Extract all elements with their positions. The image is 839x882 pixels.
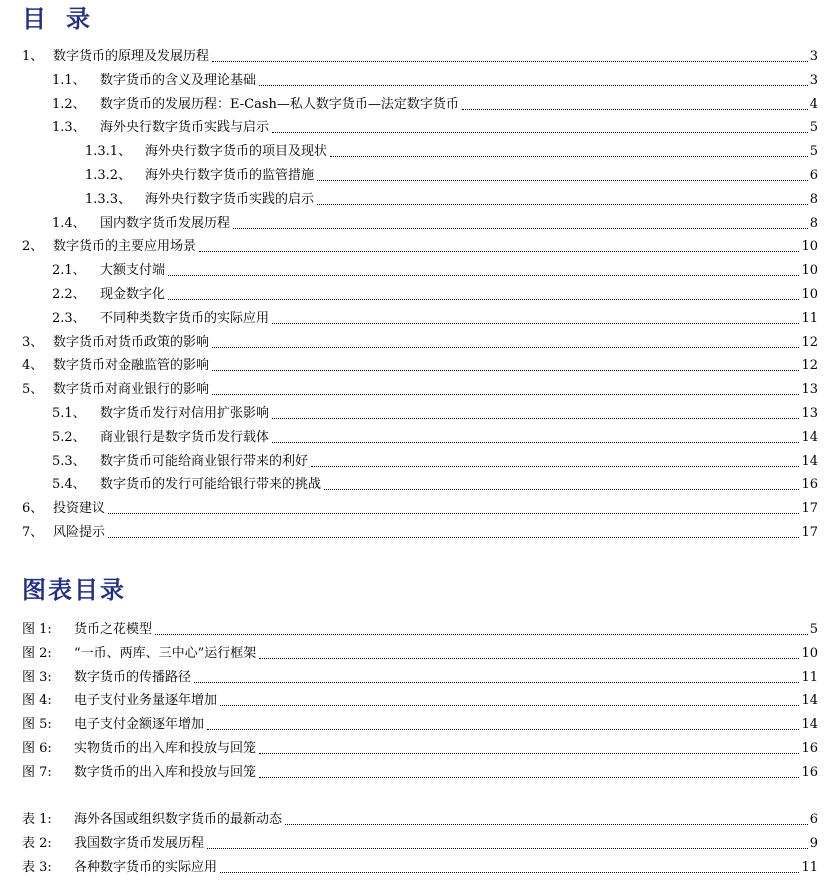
entry-number: 图 2: [22,645,52,661]
page-number: 14 [801,453,818,469]
dot-leader [220,705,799,706]
toc-entry[interactable] [22,709,818,733]
dot-leader [317,204,808,205]
dot-leader [272,442,799,443]
toc-entry[interactable] [22,757,818,781]
entry-number: 5.2、 [52,429,86,445]
entry-number: 1、 [22,49,44,64]
toc-entry[interactable] [22,231,818,255]
entry-title: 现金数字化 [100,287,166,302]
toc-entry[interactable] [52,469,818,493]
page-number: 10 [801,645,818,661]
entry-number: 图 1: [22,622,52,637]
entry-title: 数字货币对金融监管的影响 [53,358,210,374]
page-number: 11 [801,669,818,685]
page-number: 11 [801,310,818,326]
entry-label [22,693,217,709]
entry-number: 2.3、 [52,310,86,326]
entry-label [85,144,327,160]
toc-entry[interactable] [52,303,818,327]
entry-label [22,646,256,662]
toc-entry[interactable] [22,493,818,517]
page-number: 9 [809,835,818,851]
dot-leader [272,323,799,324]
toc-entry[interactable] [52,208,818,232]
dot-leader [462,109,808,110]
entry-number: 7、 [22,525,44,540]
dot-leader [259,85,808,86]
toc-entry[interactable] [52,398,818,422]
toc-entry[interactable] [52,89,818,113]
toc-entry[interactable] [22,638,818,662]
toc-entry[interactable] [85,136,818,160]
entry-title: 数字货币的原理及发展历程 [53,49,210,64]
dot-leader [212,61,808,62]
entry-title: 投资建议 [53,501,106,517]
entry-title: 数字货币的出入库和投放与回笼 [74,764,257,780]
entry-title: 海外央行数字货币的监管措施 [145,168,315,183]
page-number: 8 [809,191,818,207]
entry-number: 1.1、 [52,72,86,88]
page-number: 13 [801,406,818,421]
entry-label [22,49,209,65]
page-number: 14 [801,717,818,733]
entry-label [52,263,165,279]
entry-label [22,335,209,351]
toc-entry[interactable] [22,828,818,852]
dot-leader [194,682,799,683]
entry-label [22,765,256,781]
figure-list-title: 图表目录 [22,576,126,604]
dot-leader [168,299,799,300]
dot-leader [155,634,808,635]
entry-number: 图 7: [22,764,52,780]
entry-label [85,168,314,184]
entry-label [52,216,230,232]
toc-entry[interactable] [22,41,818,65]
entry-title: 电子支付业务量逐年增加 [74,693,218,709]
toc-title: 目录 [22,5,110,33]
entry-title: 电子支付金额逐年增加 [74,717,205,733]
page-number: 12 [801,334,818,350]
dot-leader [212,370,799,371]
entry-label [22,812,282,828]
dot-leader [220,872,799,873]
entry-title: 数字货币对商业银行的影响 [53,382,210,398]
page-number: 10 [801,239,818,255]
entry-number: 1.3、 [52,120,86,136]
dot-leader [317,180,808,181]
entry-number: 2.1、 [52,263,86,279]
entry-label [22,836,204,852]
entry-title: 大额支付端 [100,263,166,279]
toc-entry[interactable] [22,685,818,709]
toc-entry[interactable] [85,160,818,184]
entry-number: 图 4: [22,693,52,709]
entry-label [52,120,269,136]
entry-label [22,358,209,374]
entry-title: 商业银行是数字货币发行载体 [100,429,270,445]
entry-label [85,192,314,208]
page-number: 13 [801,382,818,398]
dot-leader [233,228,808,229]
dot-leader [108,537,799,538]
toc-entry[interactable] [52,446,818,470]
page-number: 3 [809,49,818,64]
toc-entry[interactable] [22,614,818,638]
entry-number: 5.1、 [52,406,86,421]
entry-label [22,670,191,686]
toc-entry[interactable] [22,374,818,398]
toc-entry[interactable] [22,517,818,541]
entry-title: 我国数字货币发展历程 [74,835,205,851]
toc-entry[interactable] [22,733,818,757]
entry-title: 数字货币的主要应用场景 [53,239,197,255]
entry-label [52,454,308,470]
toc-entry[interactable] [52,65,818,89]
dot-leader [311,466,799,467]
toc-entry[interactable] [52,279,818,303]
toc-entry[interactable] [22,350,818,374]
entry-label [52,477,321,493]
entry-title: 国内数字货币发展历程 [100,215,231,231]
entry-title: 数字货币发行对信用扩张影响 [100,406,270,421]
page-number: 12 [801,358,818,374]
entry-title: 风险提示 [53,525,106,540]
entry-number: 表 2: [22,835,52,851]
entry-label [22,860,217,876]
toc-entry[interactable] [52,112,818,136]
dot-leader [212,394,799,395]
entry-title: “一币、两库、三中心”运行框架 [74,645,257,661]
page-number: 5 [809,120,818,136]
toc-entry[interactable] [22,852,818,876]
entry-title: 数字货币的发展历程：E-Cash—私人数字货币—法定数字货币 [100,96,459,112]
entry-number: 1.3.2、 [85,168,132,183]
entry-number: 1.4、 [52,215,86,231]
entry-number: 图 6: [22,741,52,756]
entry-label [22,741,256,757]
toc-entry[interactable] [52,255,818,279]
entry-number: 1.3.1、 [85,144,132,160]
dot-leader [272,132,808,133]
entry-number: 2.2、 [52,287,86,302]
entry-number: 1.2、 [52,96,86,112]
entry-number: 4、 [22,358,44,374]
entry-number: 5、 [22,382,44,398]
entry-label [22,717,204,733]
entry-label [52,287,165,303]
dot-leader [272,418,799,419]
dot-leader [207,729,799,730]
page-number: 14 [801,429,818,445]
dot-leader [212,347,799,348]
entry-number: 5.3、 [52,453,86,469]
toc-entry[interactable] [22,804,818,828]
toc-entry[interactable] [22,327,818,351]
entry-number: 3、 [22,334,44,350]
entry-title: 海外央行数字货币的项目及现状 [145,144,328,160]
entry-title: 数字货币可能给商业银行带来的利好 [100,453,309,469]
page-number: 16 [801,764,818,780]
entry-title: 各种数字货币的实际应用 [74,859,218,875]
entry-label [22,525,105,541]
page-number: 16 [801,741,818,756]
entry-label [22,382,209,398]
page-number: 5 [809,144,818,160]
entry-label [52,73,256,89]
entry-title: 海外央行数字货币实践与启示 [100,120,270,136]
dot-leader [168,275,799,276]
entry-title: 海外央行数字货币实践的启示 [145,191,315,207]
dot-leader [199,251,799,252]
entry-label [22,622,152,638]
page-number: 3 [809,72,818,88]
entry-title: 不同种类数字货币的实际应用 [100,310,270,326]
dot-leader [285,824,808,825]
entry-title: 数字货币的含义及理论基础 [100,72,257,88]
page-number: 5 [809,622,818,637]
page-number: 17 [801,501,818,517]
entry-title: 数字货币的发行可能给银行带来的挑战 [100,477,322,493]
page-number: 17 [801,525,818,540]
entry-label [52,97,459,113]
entry-label [52,311,269,327]
entry-number: 图 3: [22,669,52,685]
entry-number: 1.3.3、 [85,191,132,207]
entry-label [52,430,269,446]
entry-number: 6、 [22,501,44,517]
dot-leader [259,777,799,778]
dot-leader [207,848,808,849]
entry-title: 货币之花模型 [74,622,153,637]
entry-number: 2、 [22,239,44,255]
toc-entry[interactable] [85,184,818,208]
entry-label [22,501,105,517]
entry-title: 实物货币的出入库和投放与回笼 [74,741,257,756]
entry-number: 表 3: [22,859,52,875]
entry-title: 数字货币的传播路径 [74,669,192,685]
dot-leader [259,658,799,659]
page-number: 11 [801,859,818,875]
dot-leader [324,489,799,490]
dot-leader [108,513,799,514]
page-number: 6 [809,168,818,183]
entry-label [52,406,269,422]
page-number: 16 [801,477,818,493]
entry-number: 5.4、 [52,477,86,493]
entry-title: 数字货币对货币政策的影响 [53,334,210,350]
page-number: 10 [801,287,818,302]
entry-title: 海外各国或组织数字货币的最新动态 [74,812,283,827]
toc-entry[interactable] [22,662,818,686]
page-number: 8 [809,215,818,231]
entry-number: 图 5: [22,717,52,733]
entry-number: 表 1: [22,812,52,827]
page-number: 14 [801,693,818,709]
dot-leader [259,753,799,754]
toc-entry[interactable] [52,422,818,446]
page-number: 4 [809,96,818,112]
dot-leader [330,156,808,157]
page-number: 10 [801,263,818,279]
page-number: 6 [809,812,818,827]
entry-label [22,239,196,255]
